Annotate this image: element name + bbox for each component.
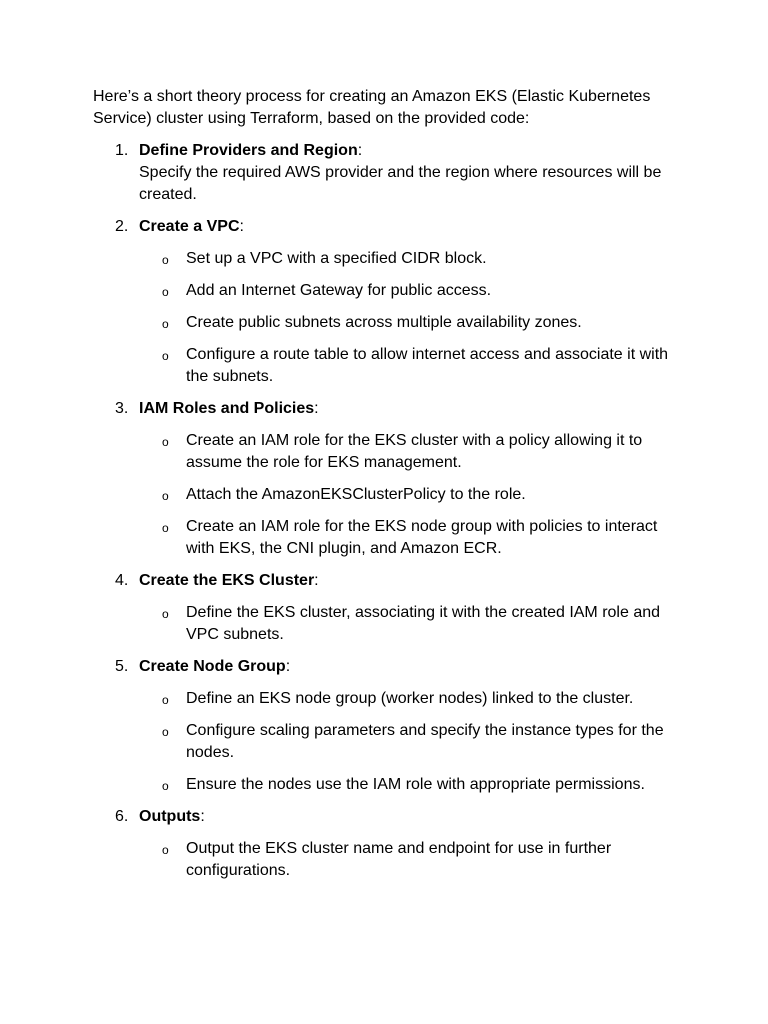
step-title-colon: : — [314, 400, 319, 417]
sub-list-item — [139, 344, 683, 388]
step-heading — [139, 398, 683, 420]
hollow-bullet-icon: o — [162, 285, 169, 299]
hollow-bullet-icon: o — [162, 521, 169, 535]
sub-list — [139, 688, 683, 796]
hollow-bullet-icon: o — [162, 843, 169, 857]
sub-item-text: Ensure the nodes use the IAM role with appropriate permissions. — [186, 776, 645, 793]
hollow-bullet-icon: o — [162, 725, 169, 739]
step-heading — [139, 216, 683, 238]
hollow-bullet-icon: o — [162, 435, 169, 449]
hollow-bullet-icon: o — [162, 489, 169, 503]
sub-item-text: Configure scaling parameters and specify the instance types for the nodes. — [186, 722, 664, 761]
intro-paragraph: Here’s a short theory process for creating an Amazon EKS (Elastic Kubernetes Service) cluster using Terraform, based on the provided code: — [93, 88, 651, 127]
sub-list-item — [139, 602, 683, 646]
step-title-colon: : — [314, 572, 319, 589]
document-body — [93, 86, 683, 892]
step-number: 3. — [115, 400, 129, 417]
step-heading — [139, 570, 683, 592]
step-title: Create a VPC — [139, 218, 240, 235]
sub-list-item — [139, 688, 683, 710]
step-item — [93, 806, 683, 882]
step-title: Define Providers and Region — [139, 142, 358, 159]
step-heading — [139, 140, 683, 162]
sub-item-text: Define an EKS node group (worker nodes) linked to the cluster. — [186, 690, 634, 707]
sub-item-text: Configure a route table to allow internet access and associate it with the subnets. — [186, 346, 669, 385]
step-number: 4. — [115, 572, 129, 589]
sub-list — [139, 248, 683, 388]
step-heading — [139, 806, 683, 828]
sub-item-text: Add an Internet Gateway for public access. — [186, 282, 492, 299]
step-item — [93, 140, 683, 206]
step-title: Create Node Group — [139, 658, 286, 675]
step-title: Outputs — [139, 808, 201, 825]
step-title: Create the EKS Cluster — [139, 572, 315, 589]
hollow-bullet-icon: o — [162, 607, 169, 621]
sub-list — [139, 602, 683, 646]
steps-list — [93, 140, 683, 882]
hollow-bullet-icon: o — [162, 317, 169, 331]
hollow-bullet-icon: o — [162, 693, 169, 707]
sub-item-text: Set up a VPC with a specified CIDR block. — [186, 250, 487, 267]
step-title-colon: : — [357, 142, 363, 159]
sub-list — [139, 838, 683, 882]
step-title-colon: : — [200, 808, 205, 825]
step-item — [93, 216, 683, 388]
sub-list-item — [139, 484, 683, 506]
sub-list-item — [139, 774, 683, 796]
step-number: 2. — [115, 218, 129, 235]
sub-item-text: Create an IAM role for the EKS node group with policies to interact with EKS, the CNI plugin, and Amazon ECR. — [186, 518, 658, 557]
step-item — [93, 398, 683, 560]
step-description: Specify the required AWS provider and the region where resources will be created. — [139, 164, 662, 203]
sub-list-item — [139, 430, 683, 474]
step-number: 6. — [115, 808, 129, 825]
step-number: 5. — [115, 658, 129, 675]
hollow-bullet-icon: o — [162, 349, 169, 363]
step-number: 1. — [115, 142, 129, 159]
sub-list-item — [139, 516, 683, 560]
sub-list-item — [139, 312, 683, 334]
sub-list-item — [139, 838, 683, 882]
sub-item-text: Attach the AmazonEKSClusterPolicy to the role. — [186, 486, 526, 503]
hollow-bullet-icon: o — [162, 779, 169, 793]
step-item — [93, 570, 683, 646]
step-title-colon: : — [285, 658, 291, 675]
sub-item-text: Define the EKS cluster, associating it with the created IAM role and VPC subnets. — [186, 604, 661, 643]
sub-item-text: Output the EKS cluster name and endpoint for use in further configurations. — [186, 840, 612, 879]
sub-list-item — [139, 280, 683, 302]
sub-list — [139, 430, 683, 560]
step-title: IAM Roles and Policies — [139, 400, 315, 417]
step-item — [93, 656, 683, 796]
hollow-bullet-icon: o — [162, 253, 169, 267]
sub-list-item — [139, 720, 683, 764]
step-title-colon: : — [239, 218, 244, 235]
sub-item-text: Create public subnets across multiple availability zones. — [186, 314, 582, 331]
step-heading — [139, 656, 683, 678]
sub-list-item — [139, 248, 683, 270]
sub-item-text: Create an IAM role for the EKS cluster with a policy allowing it to assume the role for EKS management. — [186, 432, 643, 471]
